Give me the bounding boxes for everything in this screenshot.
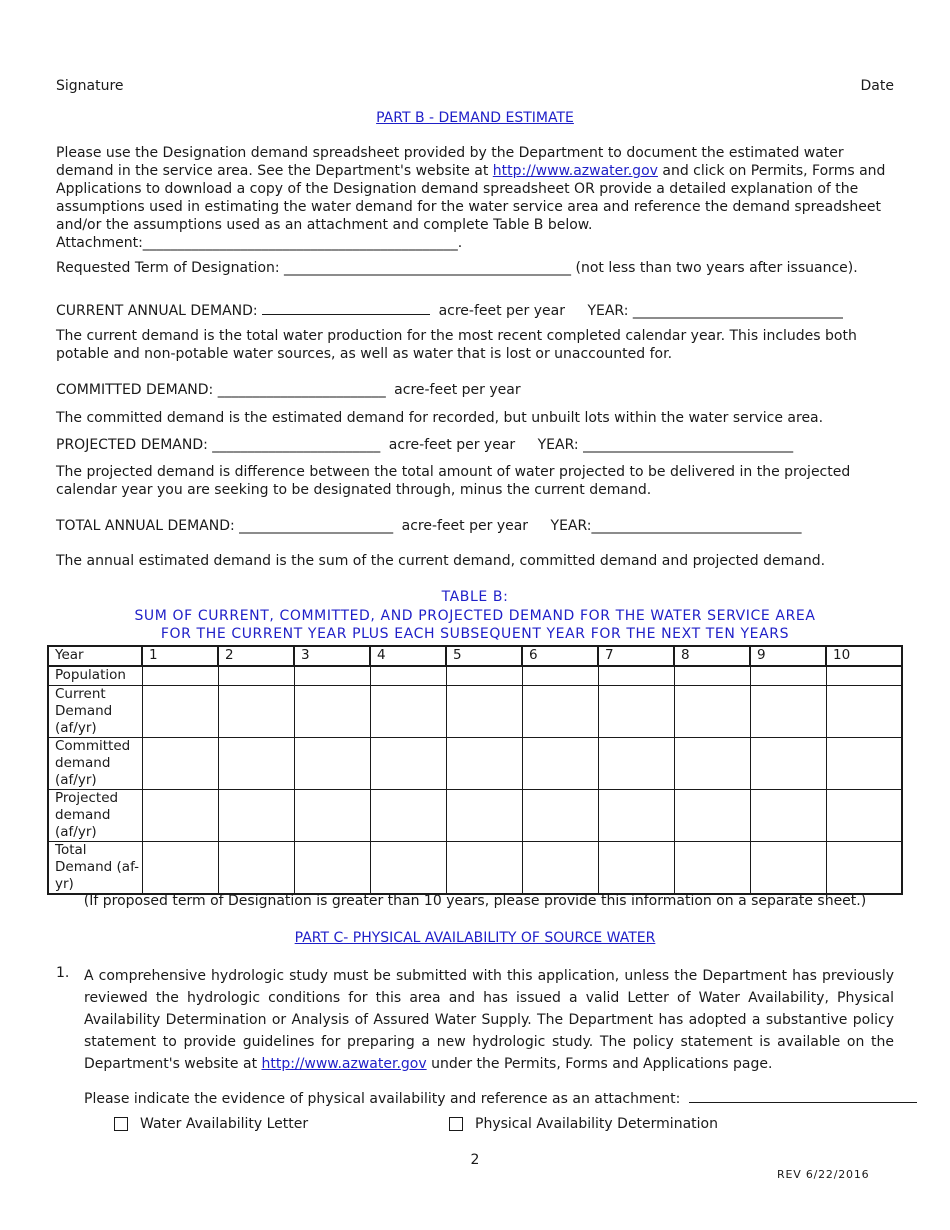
projected-demand-desc: The projected demand is difference between the total amount of water projected to be delivered in the projected calendar year you are seeking to be designated through, minus the current demand. — [56, 464, 851, 498]
row-label: Projected demand (af/yr) — [48, 789, 142, 841]
table-row — [48, 841, 902, 894]
term-label: Requested Term of Designation: — [56, 260, 285, 276]
total-demand-row — [56, 517, 894, 535]
table-cell[interactable] — [598, 789, 674, 841]
table-cell[interactable] — [598, 685, 674, 737]
table-cell[interactable] — [294, 789, 370, 841]
water-availability-checkbox[interactable] — [114, 1117, 128, 1131]
current-demand-label: CURRENT ANNUAL DEMAND: — [56, 303, 263, 319]
committed-demand-label: COMMITTED DEMAND: — [56, 382, 218, 398]
item-1-text — [84, 965, 894, 1075]
row-label: Total Demand (af-yr) — [48, 841, 142, 894]
table-cell[interactable] — [598, 666, 674, 685]
table-cell[interactable] — [370, 737, 446, 789]
table-cell[interactable] — [674, 789, 750, 841]
part-b-title: PART B - DEMAND ESTIMATE — [376, 110, 574, 126]
table-cell[interactable] — [598, 841, 674, 894]
table-b-title: TABLE B: — [441, 589, 509, 605]
intro-text: Please use the Designation demand spreadsheet provided by the Department to document the estimated water demand in the service area. See the Department's website at — [56, 145, 844, 179]
projected-year-input[interactable]: ______________________________ — [583, 437, 794, 453]
azwater-link-2[interactable]: http://www.azwater.gov — [261, 1056, 427, 1072]
item-number: 1. — [56, 965, 70, 981]
physical-availability-label: Physical Availability Determination — [475, 1116, 718, 1132]
projected-year-label: YEAR: — [537, 437, 584, 453]
table-cell[interactable] — [674, 666, 750, 685]
item-1-body-2: under the Permits, Forms and Applications page. — [426, 1056, 773, 1072]
table-cell[interactable] — [446, 685, 522, 737]
total-year-input[interactable]: ______________________________ — [591, 518, 802, 534]
year-col-header: 6 — [522, 646, 598, 666]
table-cell[interactable] — [370, 666, 446, 685]
table-cell[interactable] — [522, 685, 598, 737]
row-label: Population — [48, 666, 142, 685]
term-row — [56, 259, 894, 277]
table-cell[interactable] — [750, 685, 826, 737]
year-col-header: 9 — [750, 646, 826, 666]
table-b-subtitle-1: SUM OF CURRENT, COMMITTED, AND PROJECTED DEMAND FOR THE WATER SERVICE AREA — [134, 608, 816, 624]
table-cell[interactable] — [750, 841, 826, 894]
current-year-label: YEAR: — [587, 303, 633, 319]
evidence-input[interactable] — [689, 1088, 917, 1103]
signature-label: Signature — [56, 78, 124, 94]
table-cell[interactable] — [826, 789, 902, 841]
table-cell[interactable] — [826, 685, 902, 737]
part-c-title: PART C- PHYSICAL AVAILABILITY OF SOURCE WATER — [294, 930, 656, 946]
evidence-label: Please indicate the evidence of physical availability and reference as an attachment: — [84, 1091, 681, 1107]
table-cell[interactable] — [598, 737, 674, 789]
revision-label: REV 6/22/2016 — [777, 1168, 870, 1181]
year-col-header: 2 — [218, 646, 294, 666]
current-demand-row — [56, 300, 894, 320]
year-col-header: 5 — [446, 646, 522, 666]
table-cell[interactable] — [674, 685, 750, 737]
table-cell[interactable] — [294, 841, 370, 894]
table-cell[interactable] — [522, 841, 598, 894]
table-cell[interactable] — [446, 666, 522, 685]
table-cell[interactable] — [142, 666, 218, 685]
part-b-intro — [56, 144, 894, 252]
year-col-header: 1 — [142, 646, 218, 666]
current-demand-desc: The current demand is the total water production for the most recent completed calendar year. This includes both potable and non-potable water sources, as well as water that is lost or unaccounted for. — [56, 328, 857, 362]
table-cell[interactable] — [294, 737, 370, 789]
evidence-row — [84, 1088, 917, 1107]
row-label: Committed demand (af/yr) — [48, 737, 142, 789]
table-cell[interactable] — [370, 685, 446, 737]
table-cell[interactable] — [218, 841, 294, 894]
table-cell[interactable] — [218, 666, 294, 685]
year-col-header: 7 — [598, 646, 674, 666]
committed-acre-feet-label: acre-feet per year — [394, 382, 521, 398]
table-cell[interactable] — [522, 666, 598, 685]
item-1-body: A comprehensive hydrologic study must be submitted with this application, unless the Department has previously reviewed the hydrologic conditions for this area and has issued a valid Letter of Water Availability, Physical Availability Determination or Analysis of Assured Water Supply. The Department has adopted a substantive policy statement to provide guidelines for preparing a new hydrologic study. The policy statement is available on the Department's website at — [84, 968, 894, 1072]
table-cell[interactable] — [142, 737, 218, 789]
page-number: 2 — [470, 1152, 480, 1168]
table-cell[interactable] — [826, 737, 902, 789]
demand-table — [47, 645, 903, 895]
table-cell[interactable] — [522, 737, 598, 789]
table-cell[interactable] — [370, 789, 446, 841]
committed-demand-desc: The committed demand is the estimated demand for recorded, but unbuilt lots within the water service area. — [56, 410, 824, 426]
table-cell[interactable] — [826, 666, 902, 685]
year-col-header: 8 — [674, 646, 750, 666]
table-cell[interactable] — [750, 737, 826, 789]
term-note: (not less than two years after issuance). — [571, 260, 858, 276]
year-col-header: 10 — [826, 646, 902, 666]
physical-availability-checkbox[interactable] — [449, 1117, 463, 1131]
table-b-subtitle-2: FOR THE CURRENT YEAR PLUS EACH SUBSEQUENT YEAR FOR THE NEXT TEN YEARS — [160, 626, 790, 642]
current-year-input[interactable]: ______________________________ — [632, 303, 843, 319]
committed-demand-input[interactable]: ________________________ — [217, 382, 386, 398]
current-demand-input[interactable] — [262, 300, 430, 315]
projected-demand-label: PROJECTED DEMAND: — [56, 437, 213, 453]
table-cell[interactable] — [522, 789, 598, 841]
total-year-label: YEAR: — [550, 518, 592, 534]
azwater-link[interactable]: http://www.azwater.gov — [492, 163, 658, 179]
table-cell[interactable] — [142, 685, 218, 737]
table-cell[interactable] — [674, 737, 750, 789]
projected-demand-input[interactable]: ________________________ — [212, 437, 381, 453]
projected-demand-row — [56, 436, 894, 454]
projected-acre-feet-label: acre-feet per year — [388, 437, 516, 453]
table-cell[interactable] — [218, 685, 294, 737]
table-row — [48, 789, 902, 841]
committed-demand-row — [56, 381, 894, 399]
row-label: Current Demand (af/yr) — [48, 685, 142, 737]
total-acre-feet-label: acre-feet per year — [401, 518, 529, 534]
table-row — [48, 666, 902, 685]
table-cell[interactable] — [674, 841, 750, 894]
table-cell[interactable] — [826, 841, 902, 894]
table-cell[interactable] — [142, 789, 218, 841]
water-availability-label: Water Availability Letter — [140, 1116, 309, 1132]
date-label: Date — [860, 78, 894, 94]
table-cell[interactable] — [750, 666, 826, 685]
table-cell[interactable] — [750, 789, 826, 841]
annual-demand-desc: The annual estimated demand is the sum of the current demand, committed demand and projected demand. — [56, 553, 826, 569]
table-cell[interactable] — [370, 841, 446, 894]
table-row — [48, 737, 902, 789]
year-col-header: 4 — [370, 646, 446, 666]
table-cell[interactable] — [142, 841, 218, 894]
current-acre-feet-label: acre-feet per year — [438, 303, 565, 319]
table-cell[interactable] — [294, 666, 370, 685]
intro-text-2: and click on Permits, Forms and Applications to download a copy of the Designation demand spreadsheet OR provide a detailed explanation of the assumptions used in estimating the water demand for the water service area and reference the demand spreadsheet and/or the assumptions used as an attachment and complete Table B below. Attachment: — [56, 163, 886, 251]
table-note: (If proposed term of Designation is greater than 10 years, please provide this information on a separate sheet.) — [83, 893, 867, 909]
table-header-row — [48, 646, 902, 666]
table-cell[interactable] — [446, 841, 522, 894]
table-cell[interactable] — [446, 789, 522, 841]
table-cell[interactable] — [218, 789, 294, 841]
table-cell[interactable] — [294, 685, 370, 737]
table-cell[interactable] — [446, 737, 522, 789]
term-input[interactable]: _________________________________________ — [284, 260, 572, 276]
year-header: Year — [48, 646, 142, 666]
table-row — [48, 685, 902, 737]
table-cell[interactable] — [218, 737, 294, 789]
attachment-blank[interactable]: _____________________________________________. — [142, 235, 463, 251]
year-col-header: 3 — [294, 646, 370, 666]
total-demand-label: TOTAL ANNUAL DEMAND: — [56, 518, 240, 534]
total-demand-input[interactable]: ______________________ — [239, 518, 394, 534]
